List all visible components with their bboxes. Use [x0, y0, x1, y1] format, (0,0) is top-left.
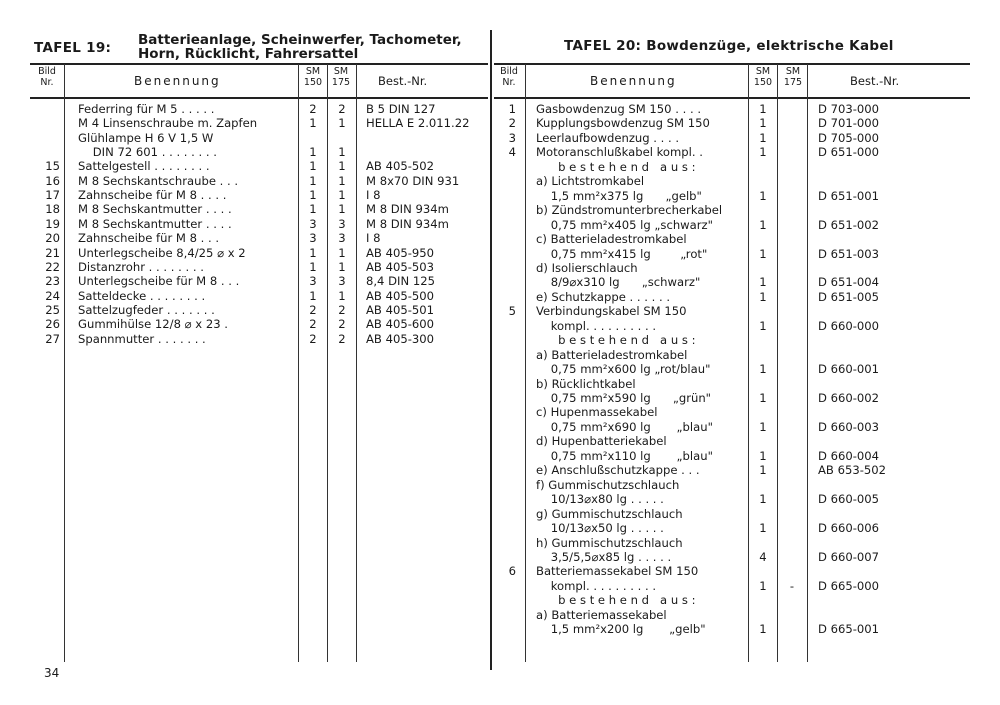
best-nr: D 651-005	[818, 289, 880, 304]
bild-nr: 23	[45, 274, 60, 289]
bild-nr: 20	[45, 231, 60, 246]
benennung: e) Schutzkappe . . . . . .	[536, 289, 671, 304]
tafel-19-title	[30, 30, 488, 64]
best-nr: M 8x70 DIN 931	[366, 173, 460, 188]
bild-nr: 2	[508, 116, 516, 131]
best-nr: D 660-003	[818, 419, 880, 434]
best-nr: 8,4 DIN 125	[366, 274, 435, 289]
best-nr: AB 405-600	[366, 317, 435, 332]
qty-sm150: 1	[759, 116, 767, 131]
tafel-20-panel	[494, 30, 970, 663]
qty-sm175: -	[789, 578, 795, 593]
benennung: 0,75 mm²x415 lg „rot"	[536, 246, 708, 261]
qty-sm150: 1	[309, 259, 317, 274]
benennung: 0,75 mm²x590 lg „grün"	[536, 391, 712, 405]
qty-sm150: 1	[309, 245, 317, 260]
benennung: Zahnscheibe für M 8 . . . .	[78, 188, 227, 203]
qty-sm175: 1	[338, 202, 346, 217]
qty-sm175: 3	[338, 216, 346, 231]
best-nr: D 660-002	[818, 391, 880, 405]
benennung: 0,75 mm²x690 lg „blau"	[536, 419, 713, 434]
tafel-19-title-line2: Horn, Rücklicht, Fahrersattel	[138, 46, 359, 62]
qty-sm150: 1	[759, 391, 767, 405]
tafel-19-label: TAFEL 19:	[34, 40, 112, 56]
qty-sm175: 1	[338, 245, 346, 260]
benennung: M 8 Sechskantmutter . . . .	[78, 216, 232, 231]
qty-sm150: 1	[309, 116, 317, 131]
best-nr: I 8	[366, 231, 381, 246]
qty-sm150: 3	[309, 216, 317, 231]
bild-nr: 4	[508, 145, 516, 160]
benennung: Batteriemassekabel SM 150	[536, 564, 699, 579]
benennung: Motoranschlußkabel kompl. .	[536, 145, 703, 160]
benennung: 0,75 mm²x600 lg „rot/blau"	[536, 362, 711, 377]
qty-sm175: 1	[338, 288, 346, 303]
header-bottom-rule	[30, 97, 488, 99]
qty-sm150: 1	[759, 622, 767, 637]
benennung: Spannmutter . . . . . . .	[78, 331, 206, 346]
qty-sm150: 1	[759, 448, 767, 463]
benennung: 0,75 mm²x110 lg „blau"	[536, 448, 713, 463]
benennung: Distanzrohr . . . . . . . .	[78, 259, 204, 274]
best-nr: D 660-005	[818, 492, 880, 507]
best-nr: AB 405-950	[366, 245, 435, 260]
bild-nr: 6	[508, 564, 516, 579]
page-number: 34	[44, 666, 60, 680]
benennung: c) Hupenmassekabel	[536, 405, 658, 420]
best-nr: AB 405-501	[366, 302, 435, 317]
best-nr: AB 405-500	[366, 288, 435, 303]
benennung: b e s t e h e n d a u s :	[536, 333, 696, 348]
qty-sm150: 1	[309, 159, 317, 174]
best-nr: M 8 DIN 934m	[366, 216, 449, 231]
best-nr: D 651-004	[818, 275, 880, 290]
qty-sm175: 3	[338, 231, 346, 246]
qty-sm175: 1	[338, 188, 346, 203]
col-header-sm150-right: SM 150	[753, 66, 773, 88]
bild-nr: 17	[45, 188, 60, 203]
benennung: 3,5/5,5⌀x85 lg . . . . .	[536, 549, 672, 564]
qty-sm150: 3	[309, 274, 317, 289]
qty-sm150: 1	[759, 362, 767, 377]
bild-nr: 21	[45, 245, 60, 260]
qty-sm150: 1	[759, 217, 767, 232]
benennung: 1,5 mm²x375 lg „gelb"	[536, 188, 702, 203]
best-nr: I 8	[366, 188, 381, 203]
qty-sm150: 3	[309, 231, 317, 246]
benennung: b e s t e h e n d a u s :	[536, 593, 696, 608]
header-top-rule	[30, 63, 488, 65]
qty-sm150: 2	[309, 317, 317, 332]
bild-nr: 3	[508, 130, 516, 145]
benennung: Federring für M 5 . . . . .	[78, 102, 215, 116]
col-header-sm175-right: SM 175	[783, 66, 803, 88]
qty-sm150: 1	[759, 492, 767, 507]
benennung: 8/9⌀x310 lg „schwarz"	[536, 275, 701, 290]
bild-nr: 22	[45, 259, 60, 274]
benennung: Sattelgestell . . . . . . . .	[78, 159, 210, 174]
qty-sm150: 1	[759, 521, 767, 536]
best-nr: D 651-002	[818, 217, 880, 232]
benennung: g) Gummischutzschlauch	[536, 506, 683, 521]
qty-sm150: 1	[309, 188, 317, 203]
best-nr: D 660-000	[818, 318, 880, 333]
qty-sm150: 1	[759, 289, 767, 304]
benennung: d) Isolierschlauch	[536, 260, 638, 275]
benennung: M 4 Linsenschraube m. Zapfen	[78, 116, 258, 131]
qty-sm150: 1	[759, 578, 767, 593]
best-nr: D 660-004	[818, 448, 880, 463]
bild-nr: 5	[508, 304, 516, 319]
bild-nr: 19	[45, 216, 60, 231]
tafel-20-title-text: TAFEL 20: Bowdenzüge, elektrische Kabel	[564, 38, 894, 54]
benennung: 10/13⌀x50 lg . . . . .	[536, 521, 664, 536]
benennung: kompl. . . . . . . . . .	[536, 318, 657, 333]
qty-sm150: 1	[759, 130, 767, 145]
bild-nr: 18	[45, 202, 60, 217]
benennung: M 8 Sechskantschraube . . .	[78, 173, 239, 188]
col-header-best-nr: Best.-Nr.	[378, 74, 428, 88]
col-header-bild-right: Bild Nr.	[500, 66, 518, 88]
bild-nr: 24	[45, 288, 60, 303]
header-bottom-rule-right	[494, 97, 970, 99]
best-nr: D 660-006	[818, 521, 880, 536]
benennung: h) Gummischutzschlauch	[536, 535, 683, 550]
benennung: Gasbowdenzug SM 150 . . . .	[536, 102, 702, 116]
benennung: a) Batteriemassekabel	[536, 607, 667, 622]
qty-sm175: 2	[338, 317, 346, 332]
benennung: e) Anschlußschutzkappe . . .	[536, 463, 700, 478]
qty-sm175: 2	[338, 102, 346, 116]
qty-sm150: 1	[309, 202, 317, 217]
bild-nr: 15	[45, 159, 60, 174]
qty-sm150: 1	[759, 318, 767, 333]
best-nr: D 651-001	[818, 188, 880, 203]
qty-sm150: 1	[759, 145, 767, 160]
qty-sm150: 1	[309, 173, 317, 188]
benennung: M 8 Sechskantmutter . . . .	[78, 202, 232, 217]
benennung: 0,75 mm²x405 lg „schwarz"	[536, 217, 713, 232]
benennung: b) Rücklichtkabel	[536, 376, 636, 391]
benennung: Verbindungskabel SM 150	[536, 304, 687, 319]
bild-nr: 1	[508, 102, 516, 116]
best-nr: D 703-000	[818, 102, 880, 116]
benennung: Unterlegscheibe für M 8 . . .	[78, 274, 240, 289]
benennung: 1,5 mm²x200 lg „gelb"	[536, 622, 706, 637]
best-nr: AB 405-502	[366, 159, 435, 174]
qty-sm150: 2	[309, 302, 317, 317]
best-nr: AB 405-300	[366, 331, 435, 346]
bild-nr: 25	[45, 302, 60, 317]
best-nr: D 660-007	[818, 549, 880, 564]
benennung: kompl. . . . . . . . . .	[536, 578, 657, 593]
qty-sm175: 1	[338, 116, 346, 131]
benennung: Sattelzugfeder . . . . . . .	[78, 302, 215, 317]
benennung: Leerlaufbowdenzug . . . .	[536, 130, 680, 145]
benennung: a) Lichtstromkabel	[536, 174, 645, 189]
benennung: b) Zündstromunterbrecherkabel	[536, 203, 723, 218]
qty-sm150: 1	[309, 288, 317, 303]
benennung: Kupplungsbowdenzug SM 150	[536, 116, 710, 131]
benennung: Gummihülse 12/8 ⌀ x 23 .	[78, 317, 228, 332]
bild-nr: 26	[45, 317, 60, 332]
header-top-rule-right	[494, 63, 970, 65]
tafel-19-title-line1: Batterieanlage, Scheinwerfer, Tachometer,	[138, 32, 462, 48]
best-nr: M 8 DIN 934m	[366, 202, 449, 217]
page-divider	[490, 30, 492, 670]
qty-sm175: 1	[338, 145, 346, 160]
qty-sm175: 3	[338, 274, 346, 289]
benennung: c) Batterieladestromkabel	[536, 232, 687, 247]
bild-nr: 16	[45, 173, 60, 188]
col-header-sm150: SM 150	[303, 66, 323, 88]
best-nr: D 705-000	[818, 130, 880, 145]
best-nr: D 701-000	[818, 116, 880, 131]
qty-sm175: 1	[338, 159, 346, 174]
benennung: b e s t e h e n d a u s :	[536, 159, 696, 174]
qty-sm150: 1	[759, 246, 767, 261]
col-header-benennung: Benennung	[134, 74, 221, 88]
benennung: Zahnscheibe für M 8 . . .	[78, 231, 220, 246]
qty-sm150: 1	[759, 463, 767, 478]
best-nr: D 665-001	[818, 622, 880, 637]
col-header-best-nr-right: Best.-Nr.	[850, 74, 900, 88]
col-header-bild: Bild Nr.	[38, 66, 56, 88]
bild-nr: 27	[45, 331, 60, 346]
col-header-sm175: SM 175	[331, 66, 351, 88]
tafel-20-title	[494, 30, 970, 64]
benennung: f) Gummischutzschlauch	[536, 477, 680, 492]
benennung: DIN 72 601 . . . . . . . .	[78, 145, 217, 160]
qty-sm150: 1	[759, 419, 767, 434]
best-nr: B 5 DIN 127	[366, 102, 436, 116]
best-nr: AB 405-503	[366, 259, 435, 274]
qty-sm150: 1	[759, 102, 767, 116]
col-header-benennung-right: Benennung	[590, 74, 677, 88]
benennung: Satteldecke . . . . . . . .	[78, 288, 206, 303]
best-nr: D 651-003	[818, 246, 880, 261]
best-nr: D 660-001	[818, 362, 880, 377]
qty-sm175: 2	[338, 331, 346, 346]
benennung: 10/13⌀x80 lg . . . . .	[536, 492, 664, 507]
qty-sm150: 1	[759, 188, 767, 203]
tafel-19-panel	[30, 30, 488, 663]
best-nr: AB 653-502	[818, 463, 887, 478]
qty-sm150: 2	[309, 331, 317, 346]
qty-sm150: 2	[309, 102, 317, 116]
benennung: d) Hupenbatteriekabel	[536, 434, 667, 449]
qty-sm150: 1	[309, 145, 317, 160]
best-nr: D 651-000	[818, 145, 880, 160]
benennung: Unterlegscheibe 8,4/25 ⌀ x 2	[78, 245, 246, 260]
benennung: a) Batterieladestromkabel	[536, 347, 688, 362]
best-nr: HELLA E 2.011.22	[366, 116, 470, 131]
qty-sm175: 1	[338, 259, 346, 274]
qty-sm150: 1	[759, 275, 767, 290]
qty-sm175: 1	[338, 173, 346, 188]
best-nr: D 665-000	[818, 578, 880, 593]
qty-sm175: 2	[338, 302, 346, 317]
benennung: Glühlampe H 6 V 1,5 W	[78, 130, 214, 145]
qty-sm150: 4	[759, 549, 767, 564]
